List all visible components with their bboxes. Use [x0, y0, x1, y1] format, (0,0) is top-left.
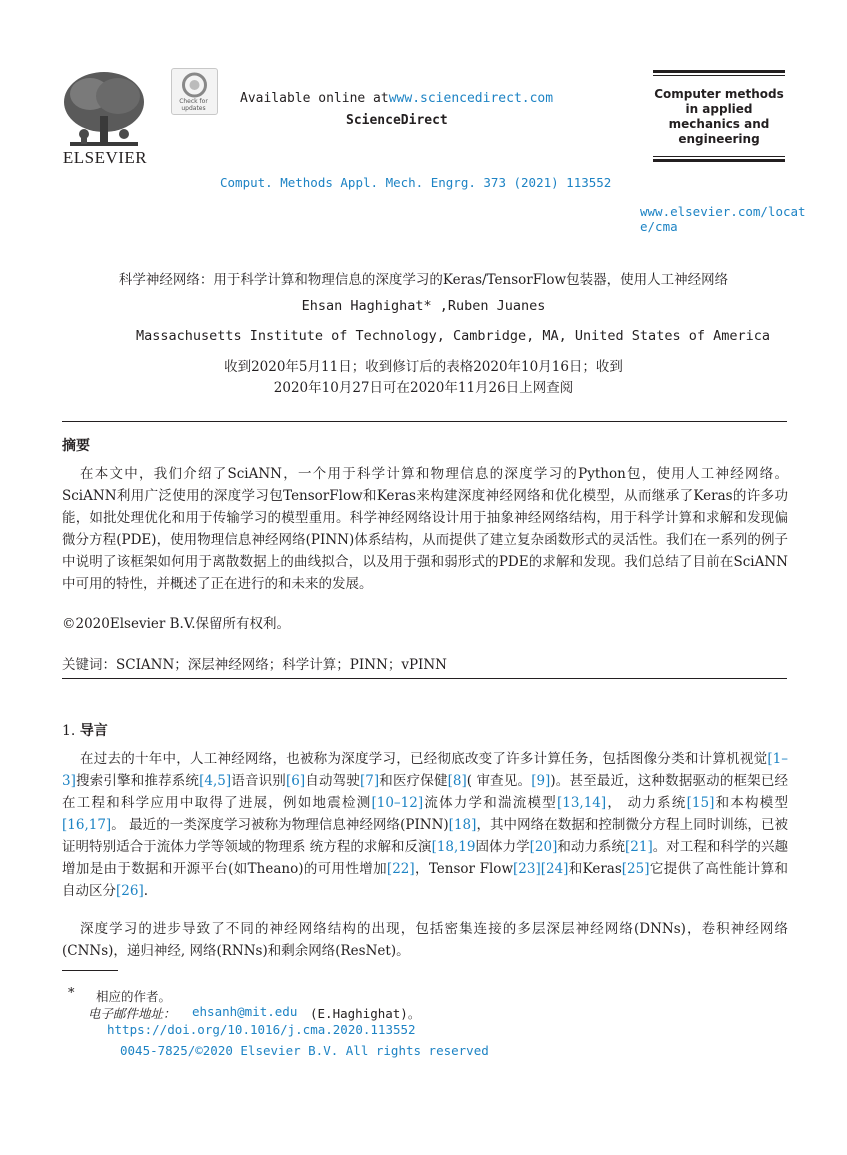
sciencedirect-label: ScienceDirect: [346, 113, 448, 128]
paragraph-text: 和动力系统: [557, 839, 626, 855]
copyright-line: ©2020Elsevier B.V.保留所有权利。: [62, 616, 291, 632]
paragraph-text: 自动驾驶: [305, 773, 360, 789]
journal-name: Computer methods in applied mechanics and engineering: [654, 87, 784, 146]
section-heading: [62, 720, 108, 740]
sciencedirect-link[interactable]: www.sciencedirect.com: [388, 91, 554, 106]
citation-link[interactable]: [6]: [285, 773, 306, 789]
citation-link[interactable]: [10–12]: [371, 795, 424, 811]
paragraph-text: 流体力学和湍流模型: [423, 795, 557, 811]
citation-link[interactable]: [22]: [386, 861, 415, 877]
check-for-updates-label: Check for updates: [179, 98, 208, 112]
paragraph-text: ，其中网络在数据和控制微分方程上同时训练，已被证明特别适合于流体力学等领域的物理系 统方程的求解和反演: [62, 817, 788, 855]
footnote-rule: [62, 970, 118, 971]
article-title: 科学神经网络：用于科学计算和物理信息的深度学习的Keras/TensorFlow包装器，使用人工神经网络: [118, 272, 729, 288]
journal-citation[interactable]: Comput. Methods Appl. Mech. Engrg. 373 (2021) 113552: [220, 175, 612, 190]
divider: [62, 421, 787, 422]
paragraph-text: 和Keras: [568, 861, 622, 877]
doi-link[interactable]: https://doi.org/10.1016/j.cma.2020.113552: [107, 1022, 416, 1037]
journal-name-box: [653, 70, 785, 162]
paragraph-text: )。甚至最近，这种数据驱动的框架已经在工程和科学应用中取得了进展，例如地震检测: [62, 773, 789, 811]
paragraph-text: 和医疗保健: [379, 773, 448, 789]
email-label: 电子邮件地址：: [88, 1006, 176, 1021]
available-prefix: Available online at: [240, 91, 389, 106]
citation-link[interactable]: [7]: [359, 773, 380, 789]
paragraph-text: 固体力学: [475, 839, 530, 855]
publisher-name: ELSEVIER: [62, 148, 148, 167]
section-number: 1.: [62, 723, 76, 739]
abstract-heading: 摘要: [62, 438, 90, 454]
intro-paragraph-1: [62, 748, 788, 902]
corresponding-author-note: 相应的作者。: [96, 989, 172, 1004]
email-link[interactable]: ehsanh@mit.edu: [192, 1004, 298, 1019]
section-title: 导言: [79, 723, 108, 739]
citation-link[interactable]: [9]: [531, 773, 551, 789]
paragraph-text: 语音识别: [231, 773, 286, 789]
citation-link[interactable]: [1–3]: [62, 751, 788, 789]
received-dates-line2: 2020年10月27日可在2020年11月26日上网查阅: [273, 380, 574, 396]
citation-link[interactable]: [4,5]: [199, 773, 232, 789]
paragraph-text: .: [143, 883, 149, 899]
email-owner: (E.Haghighat)。: [310, 1006, 421, 1021]
citation-link[interactable]: [13,14]: [556, 795, 607, 811]
received-dates-line1: 收到2020年5月11日；收到修订后的表格2020年10月16日；收到: [224, 359, 623, 375]
paragraph-text: 搜索引擎和推荐系统: [75, 773, 200, 789]
citation-link[interactable]: [20]: [529, 839, 558, 855]
article-authors: Ehsan Haghighat* ,Ruben Juanes: [301, 298, 546, 314]
citation-link[interactable]: [8]: [447, 773, 467, 789]
citation-link[interactable]: [18,19: [431, 839, 476, 855]
keywords-line: 关键词：SCIANN；深层神经网络；科学计算；PINN；vPINN: [62, 657, 447, 673]
citation-link[interactable]: [26]: [116, 883, 144, 899]
citation-link[interactable]: [24]: [540, 861, 569, 877]
paragraph-text: 和本构模型: [714, 795, 789, 811]
paragraph-text: 。 最近的一类深度学习被称为物理信息神经网络(PINN): [111, 817, 449, 833]
issn-copyright: 0045-7825/©2020 Elsevier B.V. All rights reserved: [120, 1043, 489, 1058]
citation-link[interactable]: [16,17]: [62, 817, 112, 833]
divider: [62, 678, 787, 679]
citation-link[interactable]: [15]: [686, 795, 715, 811]
available-online-line: [240, 91, 553, 106]
citation-link[interactable]: [21]: [625, 839, 653, 855]
paragraph-text: ，Tensor Flow: [414, 861, 513, 877]
citation-link[interactable]: [23]: [513, 861, 541, 877]
paragraph-text: 在过去的十年中，人工神经网络，也被称为深度学习，已经彻底改变了许多计算任务，包括图像分类和计算机视觉: [80, 751, 768, 767]
journal-homepage-link[interactable]: www.elsevier.com/locate/cma: [640, 204, 806, 234]
check-updates-icon: [172, 69, 217, 99]
paragraph-text: 它提供了高性能计算和自动区分: [62, 861, 788, 899]
citation-link[interactable]: [25]: [621, 861, 650, 877]
author-affiliation: Massachusetts Institute of Technology, Cambridge, MA, United States of America: [136, 328, 770, 344]
paragraph-text: 。对工程和科学的兴趣增加是由于数据和开源平台(如Theano)的可用性增加: [62, 839, 789, 877]
citation-link[interactable]: [18]: [448, 817, 477, 833]
footnote-marker: *: [68, 986, 75, 1001]
paragraph-text: ( 审查见。: [466, 773, 532, 789]
abstract-body: 在本文中，我们介绍了SciANN，一个用于科学计算和物理信息的深度学习的Python包，使用人工神经网络。SciANN利用广泛使用的深度学习包TensorFlow和Keras来构建深度神经网络和优化模型，从而继承了Keras的许多功能，如批处理优化和用于传输学习的模型重用。科学神经网络设计用于抽象神经网络结构，用于科学计算和求解和发现偏微分方程(PDE)，使用物理信息神经网络(PINN)体系结构，从而提供了建立复杂函数形式的灵活性。我们在一系列的例子中说明了该框架如何用于离散数据上的曲线拟合，以及用于强和弱形式的PDE的求解和发现。我们总结了目前在SciANN中可用的特性，并概述了正在进行的和未来的发展。: [62, 466, 788, 592]
paragraph-text: ， 动力系统: [606, 795, 687, 811]
intro-paragraph-2: 深度学习的进步导致了不同的神经网络结构的出现，包括密集连接的多层深层神经网络(DNNs)，卷积神经网络(CNNs)，递归神经, 网络(RNNs)和剩余网络(ResNet)。: [62, 921, 788, 959]
